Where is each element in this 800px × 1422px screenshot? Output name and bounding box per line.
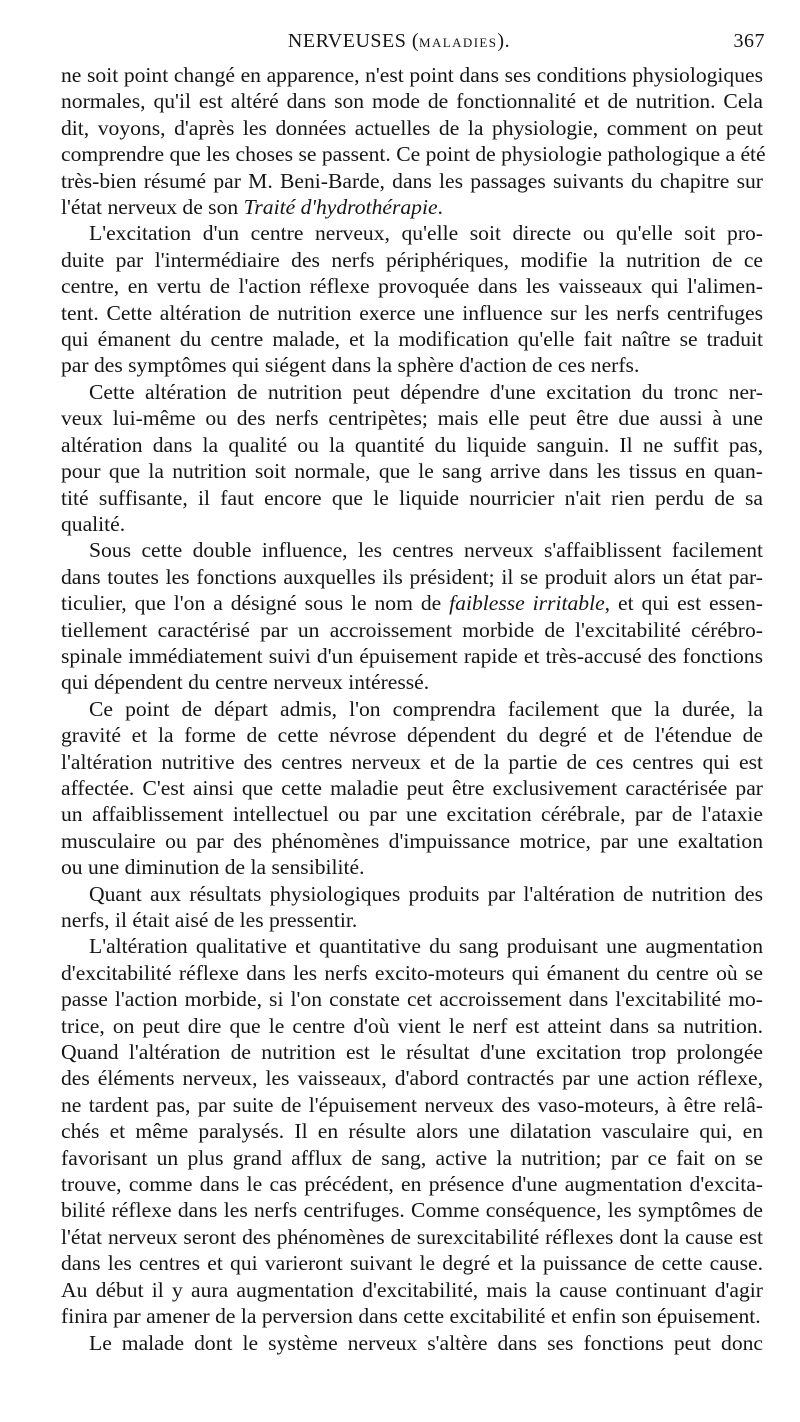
text-line: affectée. C'est ainsi que cette maladie peut être exclusivement caractérisée par (61, 775, 763, 800)
text-line: L'altération qualitative et quantitative du sang produisant une augmentation (89, 934, 763, 959)
text-line: dit, voyons, d'après les données actuelles de la physiologie, comment on peut (61, 115, 763, 140)
text-line: duite par l'intermédiaire des nerfs périphériques, modifie la nutrition de ce (61, 247, 763, 272)
paragraph (33, 537, 763, 695)
text-line: dans les centres et qui varieront suivant le degré et la puissance de cette cause. (61, 1251, 763, 1276)
text-line: L'excitation d'un centre nerveux, qu'elle soit directe ou qu'elle soit pro- (89, 221, 763, 246)
text-line: par des symptômes qui siégent dans la sphère d'action de ces nerfs. (61, 353, 640, 378)
paragraph (33, 379, 763, 537)
page-number: 367 (733, 30, 765, 52)
text-line: tent. Cette altération de nutrition exerce une influence sur les nerfs centrifuges (61, 300, 763, 325)
text-line: altération dans la qualité ou la quantité du liquide sanguin. Il ne suffit pas, (61, 432, 763, 457)
text-line: pour que la nutrition soit normale, que le sang arrive dans les tissus en quan- (61, 459, 763, 484)
italic-term: faiblesse irritable (449, 591, 605, 616)
text-line: passe l'action morbide, si l'on constate cet accroissement dans l'excitabilité mo- (61, 987, 763, 1012)
text-line: qualité. (61, 511, 126, 536)
text-line: un affaiblissement intellectuel ou par une excitation cérébrale, par de l'ataxie (61, 802, 763, 827)
text-line: ne soit point changé en apparence, n'est point dans ses conditions physiologiques (61, 63, 763, 87)
text-line: Quant aux résultats physiologiques produits par l'altération de nutrition des (89, 881, 763, 906)
paragraph (33, 62, 766, 220)
text-line: Ce point de départ admis, l'on comprendra facilement que la durée, la (89, 696, 763, 721)
text-line: des éléments nerveux, les vaisseaux, d'abord contractés par une action réflexe, (61, 1066, 763, 1091)
text-line: l'altération nutritive des centres nerveux et de la partie de ces centres qui est (61, 749, 763, 774)
text-line: Cette altération de nutrition peut dépendre d'une excitation du tronc ner- (89, 379, 763, 404)
text-line: favorisant un plus grand afflux de sang, active la nutrition; par ce fait on se (61, 1145, 763, 1170)
text-line (33, 590, 763, 616)
text-line: veux lui-même ou des nerfs centripètes; mais elle peut être due aussi à une (61, 406, 763, 431)
running-title (33, 30, 765, 53)
text-line: ne tardent pas, par suite de l'épuisement nerveux des vaso-moteurs, à être relâ- (61, 1092, 763, 1117)
text-line: finira par amener de la perversion dans cette excitabilité et enfin son épuisement. (61, 1304, 761, 1329)
text-line: trouve, comme dans le cas précédent, en présence d'une augmentation d'excita- (61, 1172, 763, 1197)
running-header (33, 30, 765, 60)
running-title-small-caps: MALADIES (419, 35, 498, 50)
text-line: Quand l'altération de nutrition est le résultat d'une excitation trop prolongée (61, 1040, 763, 1065)
paragraph (33, 881, 763, 934)
running-title-main: NERVEUSES ( (287, 30, 420, 52)
text-line: gravité et la forme de cette névrose dépendent du degré et de l'étendue de (61, 723, 763, 748)
text-line: très-bien résumé par M. Beni-Barde, dans les passages suivants du chapitre sur (61, 168, 763, 193)
text-segment: . (437, 195, 443, 220)
text-line: dans toutes les fonctions auxquelles ils président; il se produit alors un état par- (61, 564, 763, 589)
text-line: ou une diminution de la sensibilité. (61, 855, 365, 880)
text-line: qui émanent du centre malade, et la modification qu'elle fait naître se traduit (61, 327, 763, 352)
text-line: centre, en vertu de l'action réflexe provoquée dans les vaisseaux qui l'alimen- (61, 274, 763, 299)
paragraph (33, 933, 763, 1329)
text-line: comprendre que les choses se passent. Ce point de physiologie pathologique a été (61, 142, 766, 167)
text-line: Au début il y aura augmentation d'excitabilité, mais la cause continuant d'agir (61, 1277, 763, 1302)
text-line (33, 194, 763, 220)
text-line: l'état nerveux seront des phénomènes de surexcitabilité réflexes dont la cause est (61, 1224, 763, 1249)
text-line: normales, qu'il est altéré dans son mode de fonctionnalité et de nutrition. Cela (61, 89, 763, 114)
text-segment: ticulier, que l'on a désigné sous le nom de (61, 591, 450, 616)
text-line: Le malade dont le système nerveux s'altère dans ses fonctions peut donc (89, 1330, 763, 1355)
text-line: musculaire ou par des phénomènes d'impuissance motrice, par une exaltation (61, 828, 763, 853)
paragraph (33, 696, 763, 881)
text-line: chés et même paralysés. Il en résulte alors une dilatation vasculaire qui, en (61, 1119, 763, 1144)
text-segment: , et qui est essen- (604, 591, 763, 616)
italic-title: Traité d'hydrothérapie (243, 195, 438, 220)
text-line: qui dépendent du centre nerveux intéressé. (61, 670, 430, 695)
paragraph (33, 1330, 763, 1356)
text-line: Sous cette double influence, les centres nerveux s'affaiblissent facilement (89, 538, 763, 563)
text-segment: l'état nerveux de son (61, 195, 244, 220)
text-line: tité suffisante, il faut encore que le liquide nourricier n'ait rien perdu de sa (61, 485, 763, 510)
running-title-end: ). (497, 30, 511, 52)
text-line: d'excitabilité réflexe dans les nerfs excito-moteurs qui émanent du centre où se (61, 960, 763, 985)
text-line: trice, on peut dire que le centre d'où vient le nerf est atteint dans sa nutrition. (61, 1013, 763, 1038)
text-line: spinale immédiatement suivi d'un épuisement rapide et très-accusé des fonctions (61, 643, 763, 668)
paragraph (33, 220, 763, 378)
text-line: bilité réflexe dans les nerfs centrifuges. Comme conséquence, les symptômes de (61, 1198, 763, 1223)
body-text (33, 62, 766, 1356)
text-line: tiellement caractérisé par un accroissement morbide de l'excitabilité cérébro- (61, 617, 763, 642)
text-line: nerfs, il était aisé de les pressentir. (61, 908, 358, 932)
